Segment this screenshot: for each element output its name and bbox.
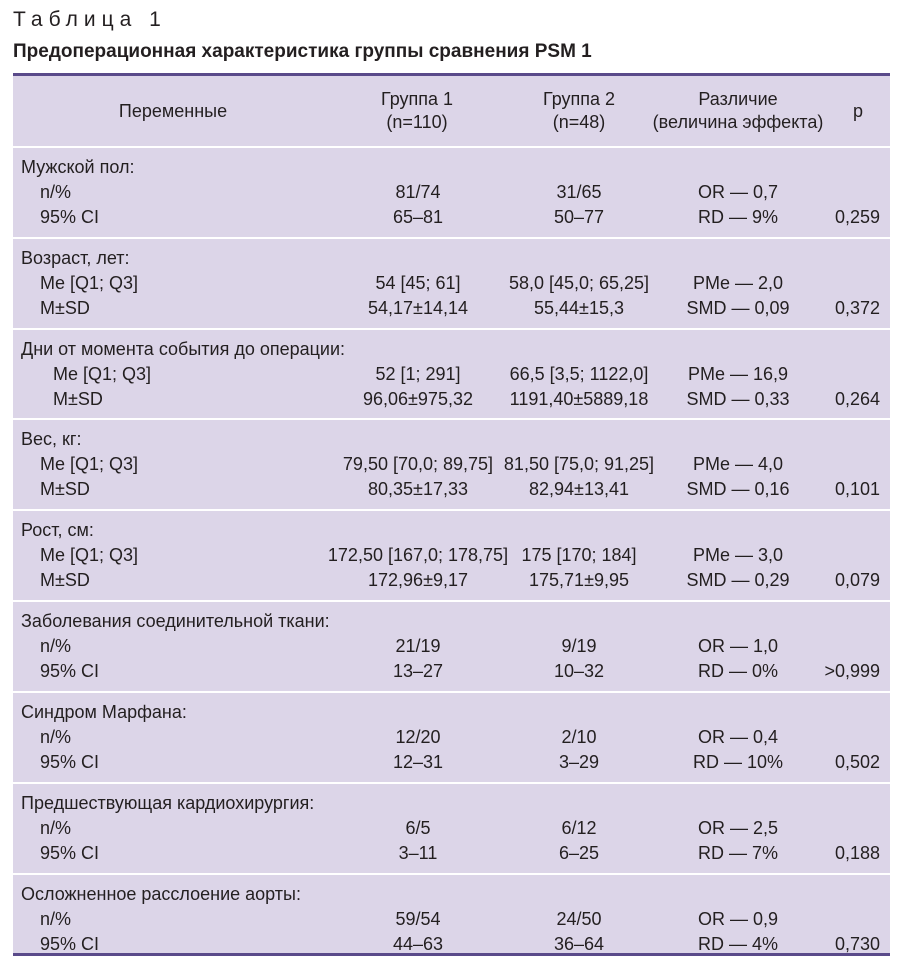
- header-group2: Группа 2 (n=48): [542, 89, 616, 132]
- cell-group1: 65–81: [392, 207, 444, 227]
- cell-group1: 59/54: [395, 909, 441, 929]
- cell-difference: PMe — 3,0: [692, 545, 784, 565]
- row-label: 95% CI: [40, 752, 100, 772]
- cell-group2: 31/65: [556, 182, 602, 202]
- row-label: n/%: [40, 727, 72, 747]
- cell-difference: PMe — 16,9: [687, 364, 789, 384]
- group-title: Осложненное расслоение аорты:: [21, 884, 301, 904]
- cell-group2: 175,71±9,95: [529, 570, 629, 590]
- cell-difference: RD — 9%: [697, 207, 778, 227]
- cell-p: 0,101: [834, 479, 880, 499]
- cell-p: 0,372: [834, 298, 880, 318]
- table-group-marfan-syndrome: [13, 693, 890, 784]
- table-group-male-sex: [13, 148, 890, 239]
- row-label: M±SD: [53, 389, 103, 409]
- cell-group2: 1191,40±5889,18: [509, 389, 649, 409]
- table-row: [13, 271, 890, 296]
- cell-difference: RD — 7%: [697, 843, 778, 863]
- cell-group2: 2/10: [561, 727, 597, 747]
- table-row: [13, 932, 890, 957]
- table-row: [13, 387, 890, 412]
- cell-group1: 81/74: [395, 182, 441, 202]
- comparison-table: [13, 73, 890, 956]
- cell-group1: 54,17±14,14: [368, 298, 468, 318]
- cell-group1: 79,50 [70,0; 89,75]: [342, 454, 494, 474]
- cell-difference: OR — 2,5: [697, 818, 779, 838]
- table-row: [13, 634, 890, 659]
- cell-group2: 10–32: [553, 661, 605, 681]
- cell-group2: 58,0 [45,0; 65,25]: [508, 273, 650, 293]
- table-group-weight: [13, 420, 890, 511]
- table-row: [13, 296, 890, 321]
- cell-group1: 12–31: [392, 752, 444, 772]
- cell-group1: 96,06±975,32: [363, 389, 473, 409]
- cell-difference: OR — 0,9: [697, 909, 779, 929]
- row-label: Me [Q1; Q3]: [53, 364, 152, 384]
- row-label: Me [Q1; Q3]: [40, 454, 139, 474]
- cell-p: 0,259: [834, 207, 880, 227]
- table-row: [13, 362, 890, 387]
- table-row: [13, 205, 890, 230]
- group-title: Вес, кг:: [21, 429, 82, 449]
- table-title: Предоперационная характеристика группы сравнения PSM 1: [13, 41, 592, 62]
- table-group-height: [13, 511, 890, 602]
- cell-difference: RD — 0%: [697, 661, 778, 681]
- row-label: 95% CI: [40, 207, 100, 227]
- table-row: [13, 841, 890, 866]
- cell-p: >0,999: [824, 661, 880, 681]
- row-label: n/%: [40, 636, 72, 656]
- cell-group1: 54 [45; 61]: [375, 273, 461, 293]
- header-p: p: [852, 100, 863, 121]
- cell-group2: 66,5 [3,5; 1122,0]: [509, 364, 649, 384]
- cell-group1: 172,96±9,17: [368, 570, 468, 590]
- table-group-days-to-surgery: [13, 330, 890, 420]
- cell-group1: 52 [1; 291]: [375, 364, 461, 384]
- row-label: M±SD: [40, 479, 90, 499]
- cell-difference: SMD — 0,16: [686, 479, 790, 499]
- cell-p: 0,188: [834, 843, 880, 863]
- table-row: [13, 452, 890, 477]
- group-title: Заболевания соединительной ткани:: [21, 611, 330, 631]
- cell-group1: 13–27: [392, 661, 444, 681]
- cell-group2: 55,44±15,3: [534, 298, 624, 318]
- row-label: 95% CI: [40, 661, 100, 681]
- table-row: [13, 477, 890, 502]
- row-label: M±SD: [40, 570, 90, 590]
- table-row: [13, 725, 890, 750]
- table-row: [13, 543, 890, 568]
- table-row: [13, 907, 890, 932]
- group-title: Дни от момента события до операции:: [21, 339, 346, 359]
- cell-group2: 50–77: [553, 207, 605, 227]
- header-variables: Переменные: [118, 100, 228, 121]
- row-label: Me [Q1; Q3]: [40, 545, 139, 565]
- group-title: Рост, см:: [21, 520, 94, 540]
- cell-group1: 3–11: [398, 843, 438, 863]
- cell-group1: 21/19: [395, 636, 441, 656]
- cell-group2: 175 [170; 184]: [521, 545, 637, 565]
- table-group-prior-cardiac-surgery: [13, 784, 890, 875]
- cell-group1: 172,50 [167,0; 178,75]: [327, 545, 509, 565]
- cell-difference: SMD — 0,09: [686, 298, 790, 318]
- row-label: 95% CI: [40, 934, 100, 954]
- header-difference: Различие (величина эффекта): [652, 89, 824, 132]
- cell-difference: PMe — 2,0: [692, 273, 784, 293]
- table-row: [13, 816, 890, 841]
- table-row: [13, 750, 890, 775]
- cell-group2: 81,50 [75,0; 91,25]: [503, 454, 655, 474]
- cell-group2: 9/19: [561, 636, 597, 656]
- cell-difference: OR — 0,4: [697, 727, 779, 747]
- table-row: [13, 568, 890, 593]
- cell-group1: 44–63: [392, 934, 444, 954]
- group-title: Предшествующая кардиохирургия:: [21, 793, 315, 813]
- cell-difference: OR — 1,0: [697, 636, 779, 656]
- row-label: n/%: [40, 909, 72, 929]
- table-caption: Таблица 1: [13, 8, 167, 31]
- group-title: Мужской пол:: [21, 157, 135, 177]
- table-header: [13, 76, 890, 148]
- cell-group2: 6/12: [561, 818, 597, 838]
- table-group-connective-tissue: [13, 602, 890, 693]
- cell-group2: 24/50: [556, 909, 602, 929]
- cell-group1: 12/20: [395, 727, 441, 747]
- row-label: Me [Q1; Q3]: [40, 273, 139, 293]
- cell-group2: 82,94±13,41: [529, 479, 629, 499]
- cell-p: 0,079: [834, 570, 880, 590]
- cell-group2: 3–29: [558, 752, 600, 772]
- row-label: n/%: [40, 182, 72, 202]
- group-title: Возраст, лет:: [21, 248, 130, 268]
- cell-group2: 6–25: [558, 843, 600, 863]
- cell-p: 0,502: [834, 752, 880, 772]
- row-label: 95% CI: [40, 843, 100, 863]
- cell-p: 0,730: [834, 934, 880, 954]
- cell-p: 0,264: [834, 389, 880, 409]
- table-group-complicated-aortic-dissection: [13, 875, 890, 964]
- cell-group2: 36–64: [553, 934, 605, 954]
- cell-group1: 6/5: [405, 818, 431, 838]
- cell-difference: RD — 10%: [692, 752, 784, 772]
- cell-difference: OR — 0,7: [697, 182, 779, 202]
- table-group-age: [13, 239, 890, 330]
- cell-difference: PMe — 4,0: [692, 454, 784, 474]
- row-label: M±SD: [40, 298, 90, 318]
- cell-difference: SMD — 0,29: [686, 570, 790, 590]
- header-group1: Группа 1 (n=110): [380, 89, 454, 132]
- cell-difference: RD — 4%: [697, 934, 778, 954]
- table-row: [13, 180, 890, 205]
- cell-difference: SMD — 0,33: [686, 389, 790, 409]
- row-label: n/%: [40, 818, 72, 838]
- table-row: [13, 659, 890, 684]
- group-title: Синдром Марфана:: [21, 702, 187, 722]
- cell-group1: 80,35±17,33: [368, 479, 468, 499]
